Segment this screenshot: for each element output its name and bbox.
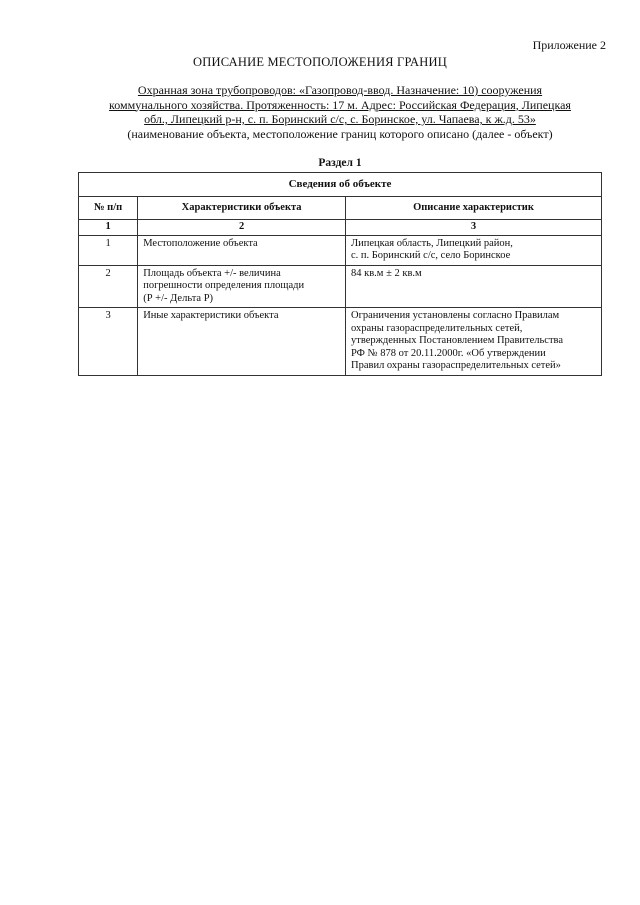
description-line: охраны газораспределительных сетей,	[351, 322, 523, 334]
row-characteristic	[138, 265, 346, 308]
document-title: ОПИСАНИЕ МЕСТОПОЛОЖЕНИЯ ГРАНИЦ	[193, 55, 447, 69]
table-row	[79, 235, 602, 265]
object-description-line: Охранная зона трубопроводов: «Газопровод-ввод. Назначение: 10) сооружения	[137, 83, 543, 97]
description-line: Липецкая область, Липецкий район,	[351, 237, 513, 249]
characteristic-line: (Р +/- Дельта Р)	[143, 292, 214, 304]
table-row	[79, 265, 602, 308]
table-header-row	[79, 196, 602, 220]
column-number: 2	[138, 220, 346, 236]
row-description	[346, 235, 602, 265]
column-header-description: Описание характеристик	[346, 196, 602, 220]
description-line: Ограничения установлены согласно Правилам	[351, 310, 560, 321]
object-info-table	[78, 172, 602, 376]
characteristic-line: погрешности определения площади	[143, 280, 305, 291]
object-description-line: обл., Липецкий р-н, с. п. Боринский с/с, с. Боринское, ул. Чапаева, к ж.д. 53»	[144, 112, 536, 126]
description-line: РФ № 878 от 20.11.2000г. «Об утверждении	[351, 347, 546, 359]
characteristic-line: Площадь объекта +/- величина	[143, 267, 281, 279]
description-line: с. п. Боринский с/с, село Боринское	[351, 250, 511, 261]
row-description	[346, 308, 602, 376]
table-row	[79, 308, 602, 376]
column-number: 3	[346, 220, 602, 236]
appendix-label: Приложение 2	[532, 38, 606, 52]
table-title-row	[79, 173, 602, 197]
row-number: 1	[79, 235, 138, 265]
object-caption: (наименование объекта, местоположение границ которого описано (далее - объект)	[127, 126, 553, 141]
row-number: 3	[79, 308, 138, 376]
object-description	[80, 83, 600, 141]
row-characteristic: Местоположение объекта	[138, 235, 346, 265]
row-characteristic: Иные характеристики объекта	[138, 308, 346, 376]
object-description-line: коммунального хозяйства. Протяженность: 17 м. Адрес: Российская Федерация, Липецкая	[109, 97, 571, 112]
column-header-num: № п/п	[79, 196, 138, 220]
table-column-numbers-row	[79, 220, 602, 236]
column-header-characteristic: Характеристики объекта	[138, 196, 346, 220]
row-description: 84 кв.м ± 2 кв.м	[346, 265, 602, 308]
description-line: Правил охраны газораспределительных сетей»	[351, 360, 561, 371]
column-number: 1	[79, 220, 138, 236]
row-number: 2	[79, 265, 138, 308]
table-title: Сведения об объекте	[79, 173, 602, 197]
description-line: утвержденных Постановлением Правительства	[351, 335, 564, 346]
section-title: Раздел 1	[318, 157, 362, 169]
